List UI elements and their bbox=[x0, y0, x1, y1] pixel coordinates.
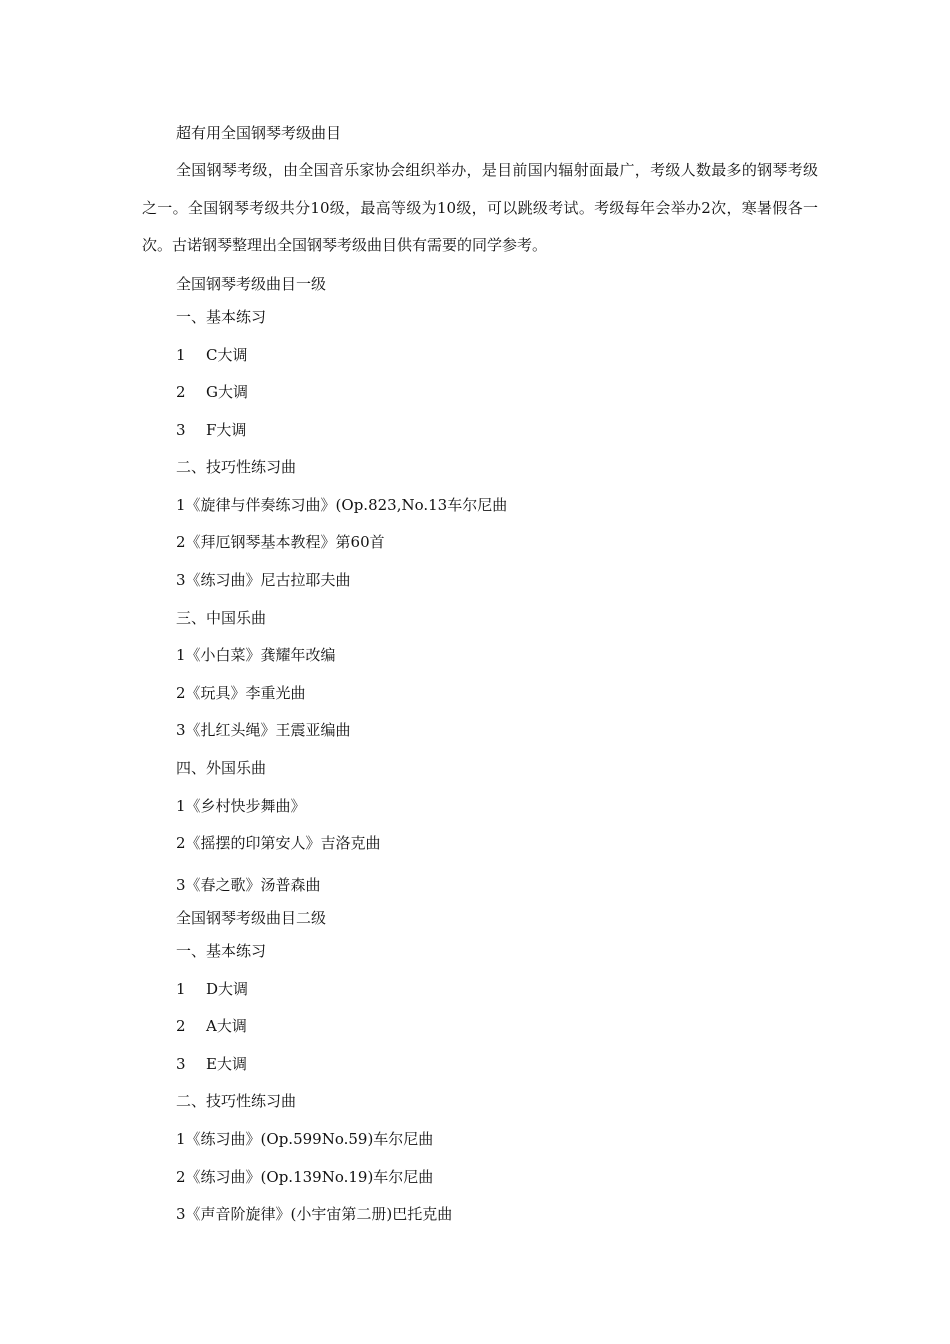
item-text: E大调 bbox=[206, 1055, 247, 1073]
list-item bbox=[176, 420, 246, 440]
list-item: 3《练习曲》尼古拉耶夫曲 bbox=[176, 571, 351, 589]
list-item bbox=[176, 345, 247, 365]
list-item bbox=[176, 1016, 247, 1036]
grade2-heading: 全国钢琴考级曲目二级 bbox=[176, 909, 327, 927]
list-item: 2《玩具》李重光曲 bbox=[176, 684, 306, 702]
item-text: G大调 bbox=[206, 383, 248, 401]
list-item: 2《练习曲》(Op.139No.19)车尔尼曲 bbox=[176, 1168, 434, 1186]
grade2-sec1-heading: 一、基本练习 bbox=[176, 942, 267, 960]
grade1-sec3-heading: 三、中国乐曲 bbox=[176, 609, 267, 627]
intro-paragraph: 全国钢琴考级，由全国音乐家协会组织举办，是目前国内辐射面最广，考级人数最多的钢琴考级之一。全国钢琴考级共分10级，最高等级为10级，可以跳级考试。考级每年会举办2次，寒暑假各一次。古诺钢琴整理出全国钢琴考级曲目供有需要的同学参考。 bbox=[142, 161, 818, 254]
list-item: 1《旋律与伴奏练习曲》(Op.823,No.13车尔尼曲 bbox=[176, 496, 508, 514]
list-item: 3《春之歌》汤普森曲 bbox=[176, 876, 321, 894]
item-number: 2 bbox=[176, 1017, 186, 1035]
list-item: 1《乡村快步舞曲》 bbox=[176, 797, 306, 815]
list-item bbox=[176, 979, 248, 999]
list-item bbox=[176, 1054, 247, 1074]
list-item: 3《扎红头绳》王震亚编曲 bbox=[176, 721, 351, 739]
list-item: 1《练习曲》(Op.599No.59)车尔尼曲 bbox=[176, 1130, 434, 1148]
list-item: 3《声音阶旋律》(小宇宙第二册)巴托克曲 bbox=[176, 1205, 453, 1223]
grade2-sec2-heading: 二、技巧性练习曲 bbox=[176, 1092, 297, 1110]
item-text: F大调 bbox=[206, 421, 247, 439]
list-item bbox=[176, 382, 248, 402]
item-number: 1 bbox=[176, 980, 186, 998]
grade1-sec4-heading: 四、外国乐曲 bbox=[176, 759, 267, 777]
list-item: 2《拜厄钢琴基本教程》第60首 bbox=[176, 533, 385, 551]
item-number: 3 bbox=[176, 1055, 186, 1073]
item-number: 2 bbox=[176, 383, 186, 401]
item-number: 1 bbox=[176, 346, 186, 364]
grade1-heading: 全国钢琴考级曲目一级 bbox=[176, 275, 327, 293]
list-item: 1《小白菜》龚耀年改编 bbox=[176, 646, 336, 664]
item-text: D大调 bbox=[206, 980, 249, 998]
grade1-sec2-heading: 二、技巧性练习曲 bbox=[176, 458, 297, 476]
list-item: 2《摇摆的印第安人》吉洛克曲 bbox=[176, 834, 381, 852]
item-text: C大调 bbox=[206, 346, 248, 364]
item-number: 3 bbox=[176, 421, 186, 439]
grade1-sec1-heading: 一、基本练习 bbox=[176, 308, 267, 326]
document-title: 超有用全国钢琴考级曲目 bbox=[176, 124, 342, 142]
item-text: A大调 bbox=[206, 1017, 247, 1035]
